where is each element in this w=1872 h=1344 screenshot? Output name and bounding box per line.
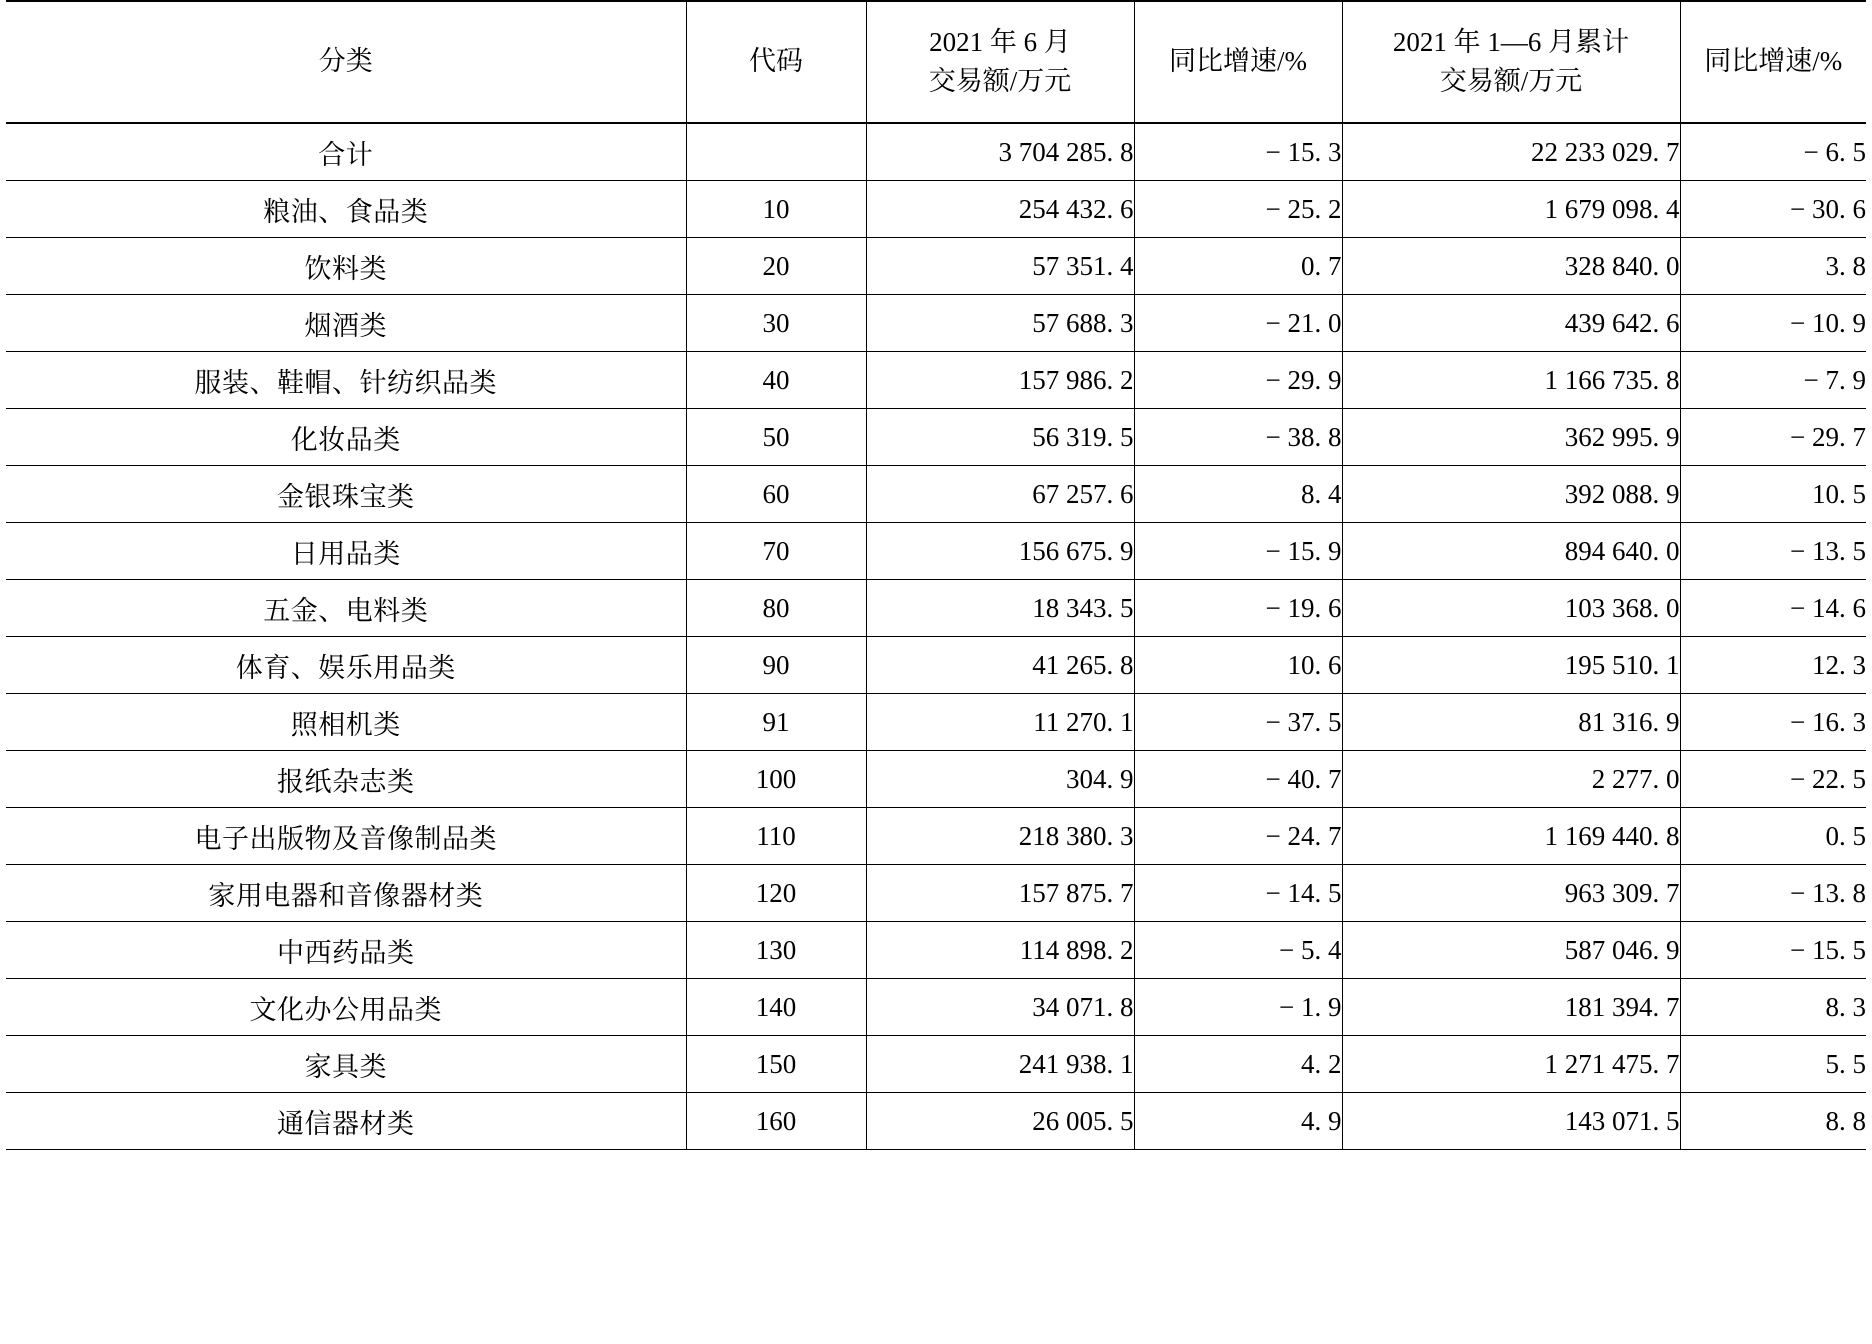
cell-growth-cumulative: − 29. 7 (1680, 409, 1866, 466)
cell-growth-cumulative: − 30. 6 (1680, 181, 1866, 238)
table-row (6, 922, 1866, 979)
table-row (6, 979, 1866, 1036)
cell-amount-june: 218 380. 3 (866, 808, 1134, 865)
cell-code: 30 (686, 295, 866, 352)
cell-category: 服装、鞋帽、针纺织品类 (6, 352, 686, 409)
cell-amount-june: 34 071. 8 (866, 979, 1134, 1036)
cell-category: 日用品类 (6, 523, 686, 580)
cell-amount-cumulative: 439 642. 6 (1342, 295, 1680, 352)
cell-growth-cumulative: − 13. 5 (1680, 523, 1866, 580)
table-row (6, 1036, 1866, 1093)
cell-growth-june: − 15. 9 (1134, 523, 1342, 580)
cell-category: 中西药品类 (6, 922, 686, 979)
cell-category: 照相机类 (6, 694, 686, 751)
cell-code: 80 (686, 580, 866, 637)
cell-amount-june: 157 986. 2 (866, 352, 1134, 409)
cell-amount-june: 3 704 285. 8 (866, 123, 1134, 181)
cell-growth-cumulative: − 10. 9 (1680, 295, 1866, 352)
cell-growth-june: 0. 7 (1134, 238, 1342, 295)
cell-code: 150 (686, 1036, 866, 1093)
cell-amount-june: 241 938. 1 (866, 1036, 1134, 1093)
cell-code: 130 (686, 922, 866, 979)
cell-amount-cumulative: 362 995. 9 (1342, 409, 1680, 466)
cell-growth-cumulative: − 16. 3 (1680, 694, 1866, 751)
cell-amount-june: 26 005. 5 (866, 1093, 1134, 1150)
cell-code: 50 (686, 409, 866, 466)
table-row (6, 181, 1866, 238)
cell-growth-june: − 38. 8 (1134, 409, 1342, 466)
cell-category: 饮料类 (6, 238, 686, 295)
column-header-category (6, 1, 686, 123)
cell-growth-june: 10. 6 (1134, 637, 1342, 694)
table-row (6, 295, 1866, 352)
table-row (6, 523, 1866, 580)
table-row (6, 409, 1866, 466)
cell-category: 家具类 (6, 1036, 686, 1093)
cell-amount-june: 41 265. 8 (866, 637, 1134, 694)
cell-amount-june: 304. 9 (866, 751, 1134, 808)
column-header-amount-cumulative (1342, 1, 1680, 123)
cell-code: 10 (686, 181, 866, 238)
cell-amount-cumulative: 392 088. 9 (1342, 466, 1680, 523)
cell-code: 120 (686, 865, 866, 922)
cell-growth-cumulative: 10. 5 (1680, 466, 1866, 523)
column-header-code (686, 1, 866, 123)
cell-amount-june: 254 432. 6 (866, 181, 1134, 238)
cell-growth-june: − 5. 4 (1134, 922, 1342, 979)
cell-amount-cumulative: 894 640. 0 (1342, 523, 1680, 580)
cell-code: 160 (686, 1093, 866, 1150)
cell-growth-cumulative: − 6. 5 (1680, 123, 1866, 181)
table-body (6, 123, 1866, 1150)
cell-amount-cumulative: 103 368. 0 (1342, 580, 1680, 637)
cell-amount-cumulative: 963 309. 7 (1342, 865, 1680, 922)
cell-growth-june: 4. 2 (1134, 1036, 1342, 1093)
cell-category: 粮油、食品类 (6, 181, 686, 238)
cell-code: 100 (686, 751, 866, 808)
cell-growth-june: − 24. 7 (1134, 808, 1342, 865)
column-header-category-line1: 分类 (318, 46, 373, 77)
cell-amount-cumulative: 195 510. 1 (1342, 637, 1680, 694)
cell-code: 60 (686, 466, 866, 523)
cell-category: 合计 (6, 123, 686, 181)
cell-growth-june: − 19. 6 (1134, 580, 1342, 637)
column-header-growth-june (1134, 1, 1342, 123)
cell-code: 90 (686, 637, 866, 694)
cell-amount-cumulative: 143 071. 5 (1342, 1093, 1680, 1150)
table-row (6, 580, 1866, 637)
cell-amount-cumulative: 22 233 029. 7 (1342, 123, 1680, 181)
cell-growth-cumulative: 0. 5 (1680, 808, 1866, 865)
cell-amount-cumulative: 1 271 475. 7 (1342, 1036, 1680, 1093)
cell-amount-june: 156 675. 9 (866, 523, 1134, 580)
table-row (6, 238, 1866, 295)
cell-category: 烟酒类 (6, 295, 686, 352)
cell-growth-cumulative: − 7. 9 (1680, 352, 1866, 409)
cell-category: 家用电器和音像器材类 (6, 865, 686, 922)
cell-category: 报纸杂志类 (6, 751, 686, 808)
cell-amount-cumulative: 1 169 440. 8 (1342, 808, 1680, 865)
cell-amount-june: 114 898. 2 (866, 922, 1134, 979)
cell-category: 体育、娱乐用品类 (6, 637, 686, 694)
table-header (6, 1, 1866, 123)
cell-amount-cumulative: 587 046. 9 (1342, 922, 1680, 979)
cell-category: 五金、电料类 (6, 580, 686, 637)
table-row (6, 352, 1866, 409)
column-header-growth-cumulative-line1: 同比增速/% (1704, 46, 1843, 77)
cell-amount-june: 11 270. 1 (866, 694, 1134, 751)
table-row (6, 751, 1866, 808)
cell-growth-cumulative: 3. 8 (1680, 238, 1866, 295)
cell-growth-june: 4. 9 (1134, 1093, 1342, 1150)
cell-category: 通信器材类 (6, 1093, 686, 1150)
cell-amount-june: 56 319. 5 (866, 409, 1134, 466)
column-header-amount-cumulative-line1: 2021 年 1—6 月累计 (1392, 26, 1630, 57)
cell-code: 140 (686, 979, 866, 1036)
table-row (6, 865, 1866, 922)
table-row (6, 1093, 1866, 1150)
cell-category: 化妆品类 (6, 409, 686, 466)
cell-growth-cumulative: 12. 3 (1680, 637, 1866, 694)
cell-growth-june: 8. 4 (1134, 466, 1342, 523)
cell-amount-cumulative: 2 277. 0 (1342, 751, 1680, 808)
column-header-code-line1: 代码 (749, 46, 803, 77)
cell-amount-cumulative: 81 316. 9 (1342, 694, 1680, 751)
retail-statistics-table (6, 0, 1866, 1150)
cell-growth-cumulative: − 22. 5 (1680, 751, 1866, 808)
cell-amount-cumulative: 328 840. 0 (1342, 238, 1680, 295)
cell-category: 文化办公用品类 (6, 979, 686, 1036)
cell-amount-cumulative: 181 394. 7 (1342, 979, 1680, 1036)
cell-growth-cumulative: − 14. 6 (1680, 580, 1866, 637)
column-header-growth-cumulative (1680, 1, 1866, 123)
cell-growth-cumulative: 5. 5 (1680, 1036, 1866, 1093)
cell-growth-june: − 40. 7 (1134, 751, 1342, 808)
cell-amount-cumulative: 1 679 098. 4 (1342, 181, 1680, 238)
table-row (6, 637, 1866, 694)
cell-growth-june: − 15. 3 (1134, 123, 1342, 181)
table-row (6, 808, 1866, 865)
cell-growth-june: − 25. 2 (1134, 181, 1342, 238)
cell-code: 40 (686, 352, 866, 409)
cell-growth-cumulative: 8. 8 (1680, 1093, 1866, 1150)
table-row (6, 466, 1866, 523)
cell-growth-june: − 37. 5 (1134, 694, 1342, 751)
cell-code: 91 (686, 694, 866, 751)
table-row (6, 123, 1866, 181)
cell-amount-june: 57 351. 4 (866, 238, 1134, 295)
cell-amount-june: 67 257. 6 (866, 466, 1134, 523)
column-header-growth-june-line1: 同比增速/% (1169, 46, 1307, 77)
column-header-amount-june-line1: 2021 年 6 月 (929, 26, 1071, 57)
cell-amount-june: 57 688. 3 (866, 295, 1134, 352)
cell-growth-june: − 29. 9 (1134, 352, 1342, 409)
cell-growth-cumulative: − 15. 5 (1680, 922, 1866, 979)
column-header-amount-june (866, 1, 1134, 123)
column-header-amount-cumulative-line2: 交易额/万元 (1439, 66, 1583, 96)
cell-code: 110 (686, 808, 866, 865)
table-header-row (6, 1, 1866, 123)
table-row (6, 694, 1866, 751)
cell-code (686, 123, 866, 181)
cell-category: 电子出版物及音像制品类 (6, 808, 686, 865)
cell-growth-june: − 21. 0 (1134, 295, 1342, 352)
column-header-amount-june-line2: 交易额/万元 (928, 66, 1072, 96)
cell-amount-cumulative: 1 166 735. 8 (1342, 352, 1680, 409)
cell-category: 金银珠宝类 (6, 466, 686, 523)
cell-growth-june: − 14. 5 (1134, 865, 1342, 922)
cell-code: 70 (686, 523, 866, 580)
cell-code: 20 (686, 238, 866, 295)
cell-growth-cumulative: − 13. 8 (1680, 865, 1866, 922)
cell-amount-june: 157 875. 7 (866, 865, 1134, 922)
cell-growth-cumulative: 8. 3 (1680, 979, 1866, 1036)
cell-amount-june: 18 343. 5 (866, 580, 1134, 637)
cell-growth-june: − 1. 9 (1134, 979, 1342, 1036)
